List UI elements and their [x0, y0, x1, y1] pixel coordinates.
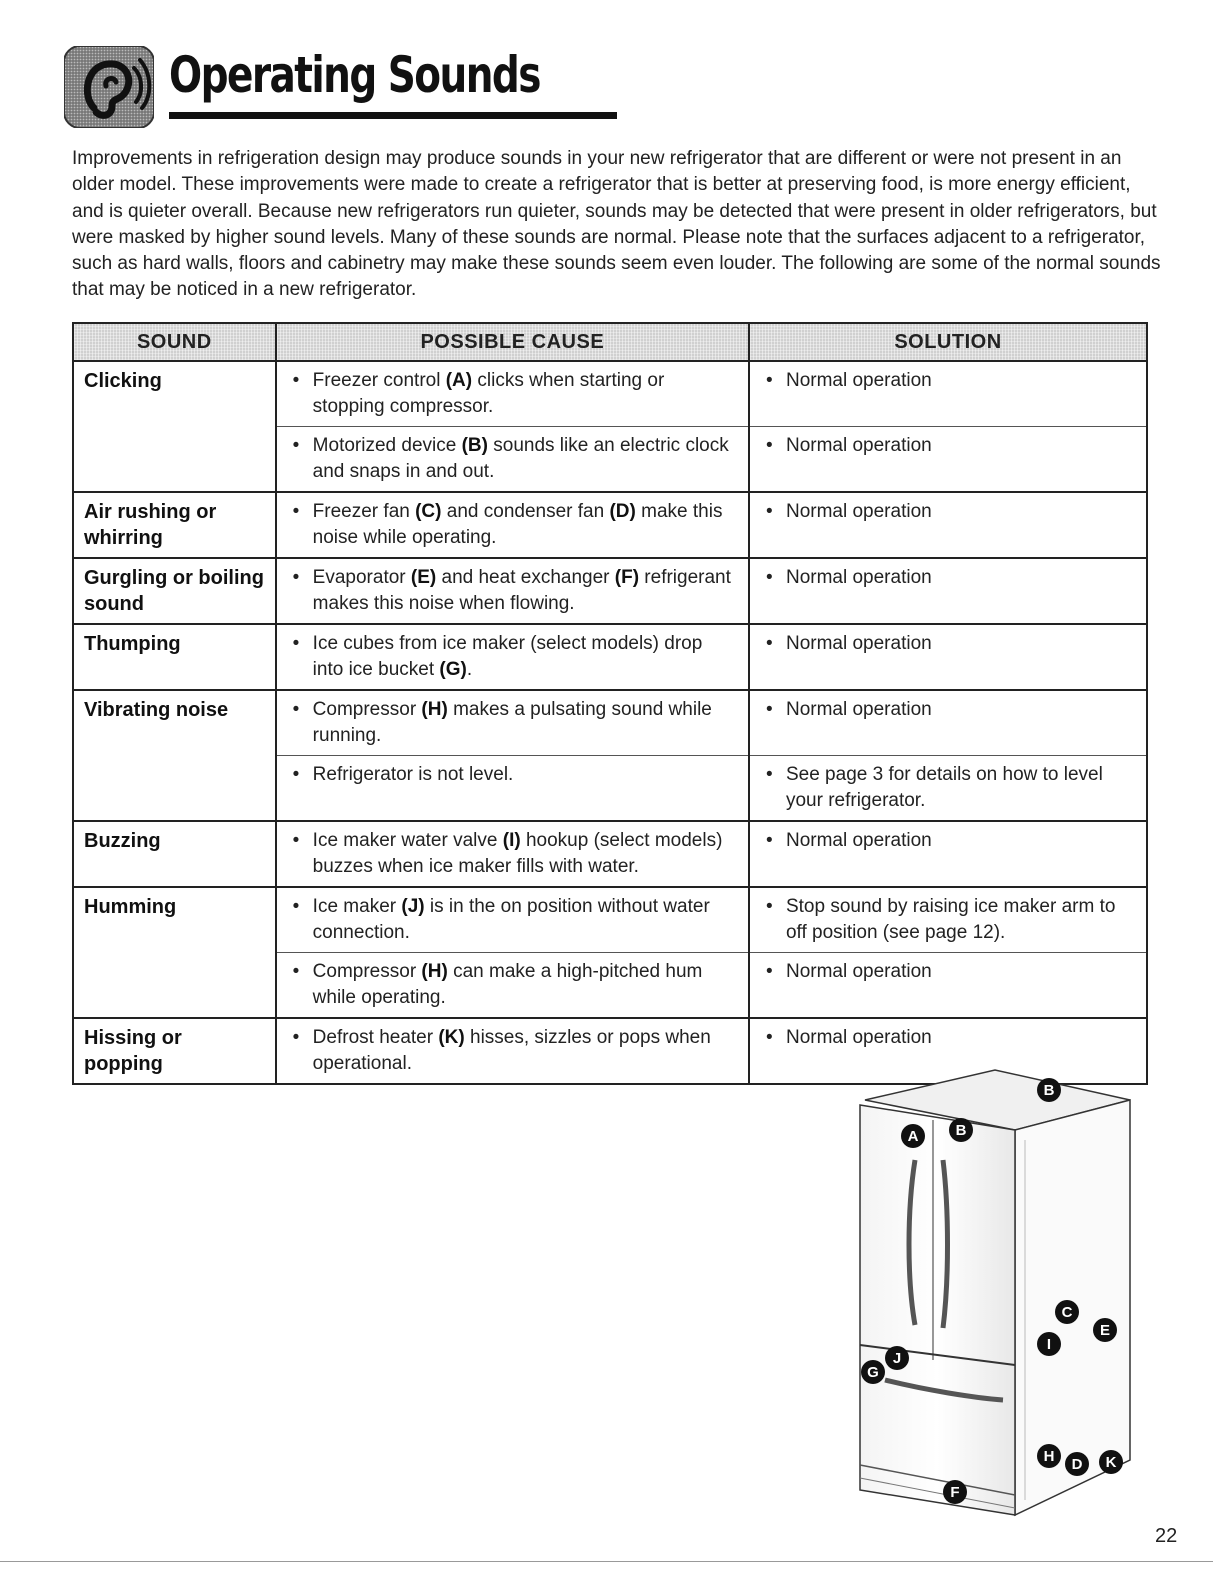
svg-text:E: E	[1099, 1322, 1111, 1339]
operating-sounds-table	[72, 322, 1148, 1085]
callout-c	[1055, 1300, 1079, 1324]
possible-cause: • Compressor (H) makes a pulsating sound while running.	[276, 690, 749, 756]
callout-a	[901, 1124, 925, 1148]
callout-h	[1037, 1444, 1061, 1468]
intro-paragraph: Improvements in refrigeration design may produce sounds in your new refrigerator that are different or were not present in an older model. These improvements were made to create a refrigerator that is better at preserving food, is more energy efficient, and is quieter overall. Because new refrigerators run quieter, sounds may be detected that were present in older refrigerators, but were masked by higher sound levels. Many of these sounds are normal. Please note that the surfaces adjacent to a refrigerator, such as hard walls, floors and cabinetry may make these sounds seem even louder. The following are some of the normal sounds that may be noticed in a new refrigerator.	[72, 148, 1161, 301]
column-header-solution: SOLUTION	[749, 323, 1147, 361]
sound-name: Hissing or popping	[73, 1018, 276, 1084]
svg-text:A: A	[907, 1128, 919, 1145]
page-number: 22	[1155, 1525, 1178, 1547]
solution: • Normal operation	[749, 953, 1147, 1019]
sound-name: Air rushing or whirring	[73, 492, 276, 558]
sound-name: Humming	[73, 887, 276, 1018]
possible-cause: • Refrigerator is not level.	[276, 756, 749, 822]
table-row	[73, 887, 1147, 953]
svg-text:K: K	[1105, 1454, 1117, 1471]
column-header-sound: SOUND	[73, 323, 276, 361]
solution: • Stop sound by raising ice maker arm to off position (see page 12).	[749, 887, 1147, 953]
callout-e	[1093, 1318, 1117, 1342]
solution: • Normal operation	[749, 558, 1147, 624]
possible-cause: • Compressor (H) can make a high-pitched hum while operating.	[276, 953, 749, 1019]
callout-f	[943, 1480, 967, 1504]
solution: • Normal operation	[749, 624, 1147, 690]
svg-text:G: G	[867, 1364, 879, 1381]
solution: • Normal operation	[749, 1018, 1147, 1084]
svg-text:B: B	[1043, 1082, 1055, 1099]
sound-name: Buzzing	[73, 821, 276, 887]
table-row	[73, 821, 1147, 887]
sound-name: Gurgling or boiling sound	[73, 558, 276, 624]
column-header-cause: POSSIBLE CAUSE	[276, 323, 749, 361]
possible-cause: • Motorized device (B) sounds like an electric clock and snaps in and out.	[276, 427, 749, 493]
page-title: Operating Sounds	[169, 46, 540, 104]
solution: • Normal operation	[749, 427, 1147, 493]
possible-cause: • Freezer fan (C) and condenser fan (D) make this noise while operating.	[276, 492, 749, 558]
svg-text:J: J	[892, 1350, 902, 1367]
callout-b-front	[949, 1118, 973, 1142]
svg-text:F: F	[950, 1484, 960, 1501]
svg-text:C: C	[1061, 1304, 1073, 1321]
refrigerator-diagram	[845, 1060, 1135, 1530]
solution: • Normal operation	[749, 492, 1147, 558]
table-row	[73, 624, 1147, 690]
possible-cause: • Defrost heater (K) hisses, sizzles or pops when operational.	[276, 1018, 749, 1084]
callout-d	[1065, 1452, 1089, 1476]
table-row	[73, 558, 1147, 624]
solution: • Normal operation	[749, 690, 1147, 756]
possible-cause: • Ice maker water valve (I) hookup (select models) buzzes when ice maker fills with water.	[276, 821, 749, 887]
fridge-front	[860, 1105, 1015, 1515]
sound-name: Thumping	[73, 624, 276, 690]
possible-cause: • Evaporator (E) and heat exchanger (F) refrigerant makes this noise when flowing.	[276, 558, 749, 624]
callout-i	[1037, 1332, 1061, 1356]
solution: • Normal operation	[749, 821, 1147, 887]
title-underline	[169, 112, 617, 119]
callout-g	[861, 1360, 885, 1384]
sound-name: Vibrating noise	[73, 690, 276, 821]
ear-icon	[64, 46, 154, 128]
svg-text:I: I	[1046, 1336, 1052, 1353]
table-row	[73, 492, 1147, 558]
table-row	[73, 361, 1147, 427]
table-header-row	[73, 323, 1147, 361]
possible-cause: • Freezer control (A) clicks when starting or stopping compressor.	[276, 361, 749, 427]
solution: • See page 3 for details on how to level your refrigerator.	[749, 756, 1147, 822]
callout-j	[885, 1346, 909, 1370]
svg-text:H: H	[1043, 1448, 1055, 1465]
bottom-divider	[0, 1561, 1213, 1562]
possible-cause: • Ice cubes from ice maker (select models) drop into ice bucket (G).	[276, 624, 749, 690]
possible-cause: • Ice maker (J) is in the on position without water connection.	[276, 887, 749, 953]
callout-k	[1099, 1450, 1123, 1474]
svg-text:D: D	[1071, 1456, 1083, 1473]
sound-name: Clicking	[73, 361, 276, 492]
svg-text:B: B	[955, 1122, 967, 1139]
table-row	[73, 690, 1147, 756]
solution: • Normal operation	[749, 361, 1147, 427]
callout-b-top	[1037, 1078, 1061, 1102]
